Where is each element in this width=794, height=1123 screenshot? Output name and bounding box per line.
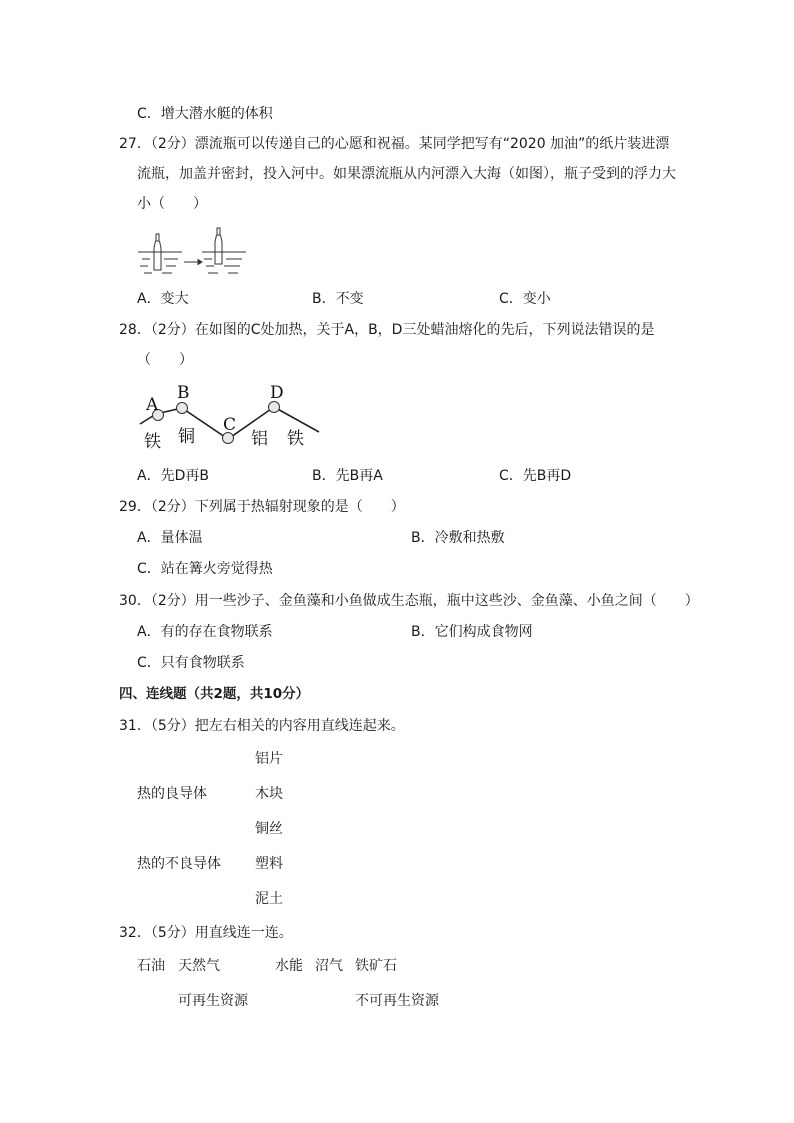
wax-point-b: [177, 403, 188, 414]
q29-option-a: A．量体温: [137, 530, 203, 546]
q29-option-c: C．站在篝火旁觉得热: [137, 561, 273, 577]
q28-stem-line2: （ ）: [137, 352, 193, 368]
wax-point-d: [269, 402, 280, 413]
q27-stem-line2: 流瓶，加盖并密封，投入河中。如果漂流瓶从内河漂入大海（如图），瓶子受到的浮力大: [137, 166, 676, 182]
section-4-heading: 四、连线题（共2题，共10分）: [119, 686, 310, 702]
label-d: D: [270, 383, 284, 403]
q30-option-b: B．它们构成食物网: [411, 624, 533, 640]
q27-option-c: C．变小: [499, 291, 551, 307]
q32-stem: 32．（5分）用直线连一连。: [119, 925, 293, 941]
q28-option-a: A．先D再B: [137, 468, 209, 484]
q28-stem-line1: 28．（2分）在如图的C处加热，关于A，B，D三处蜡油熔化的先后，下列说法错误的是: [119, 322, 655, 338]
q27-option-a: A．变大: [137, 291, 189, 307]
metal-label-copper: 铜: [178, 427, 195, 447]
q31-right-item-4: 塑料: [255, 856, 283, 872]
q32-category-2: 不可再生资源: [355, 993, 439, 1009]
q32-item-1: 石油: [137, 958, 165, 974]
q30-option-a: A．有的存在食物联系: [137, 624, 273, 640]
q27-option-b: B．不变: [312, 291, 364, 307]
q27-bottle-figure: [138, 226, 250, 278]
label-b: B: [177, 383, 190, 403]
q32-item-5: 铁矿石: [355, 958, 397, 974]
metal-label-iron-left: 铁: [144, 432, 161, 452]
bottle-in-sea: [215, 228, 222, 264]
q30-stem: 30．（2分）用一些沙子、金鱼藻和小鱼做成生态瓶，瓶中这些沙、金鱼藻、小鱼之间（ ）: [119, 593, 699, 609]
sea-water-lines: [202, 252, 246, 273]
q28-option-c: C．先B再D: [499, 468, 572, 484]
q30-option-c: C．只有食物联系: [137, 655, 245, 671]
metal-label-aluminum: 铝: [251, 429, 268, 449]
q31-right-item-1: 铝片: [255, 751, 283, 767]
q26-option-c: C．增大潜水艇的体积: [137, 106, 273, 122]
q29-stem: 29．（2分）下列属于热辐射现象的是（ ）: [119, 499, 405, 515]
q31-right-item-2: 木块: [255, 786, 283, 802]
q29-option-b: B．冷敷和热敷: [411, 530, 505, 546]
arrow-icon: [184, 260, 202, 265]
q31-left-item-1: 热的良导体: [137, 786, 207, 802]
q31-right-item-3: 铜丝: [255, 821, 283, 837]
q31-stem: 31．（5分）把左右相关的内容用直线连起来。: [119, 718, 405, 734]
q27-stem-line3: 小（ ）: [137, 196, 207, 212]
q28-option-b: B．先B再A: [312, 468, 383, 484]
q27-stem-line1: 27．（2分）漂流瓶可以传递自己的心愿和祝福。某同学把写有“2020 加油”的纸片装进漂: [119, 136, 670, 152]
q31-left-item-2: 热的不良导体: [137, 856, 221, 872]
q32-item-3: 水能: [275, 958, 303, 974]
q32-category-1: 可再生资源: [178, 993, 248, 1009]
metal-label-iron-right: 铁: [287, 429, 304, 449]
label-a: A: [146, 395, 159, 415]
q32-item-2: 天然气: [178, 958, 220, 974]
q28-metal-rod-figure: [136, 380, 322, 454]
q31-right-item-5: 泥土: [255, 891, 283, 907]
label-c: C: [223, 415, 237, 435]
q32-item-4: 沼气: [315, 958, 343, 974]
